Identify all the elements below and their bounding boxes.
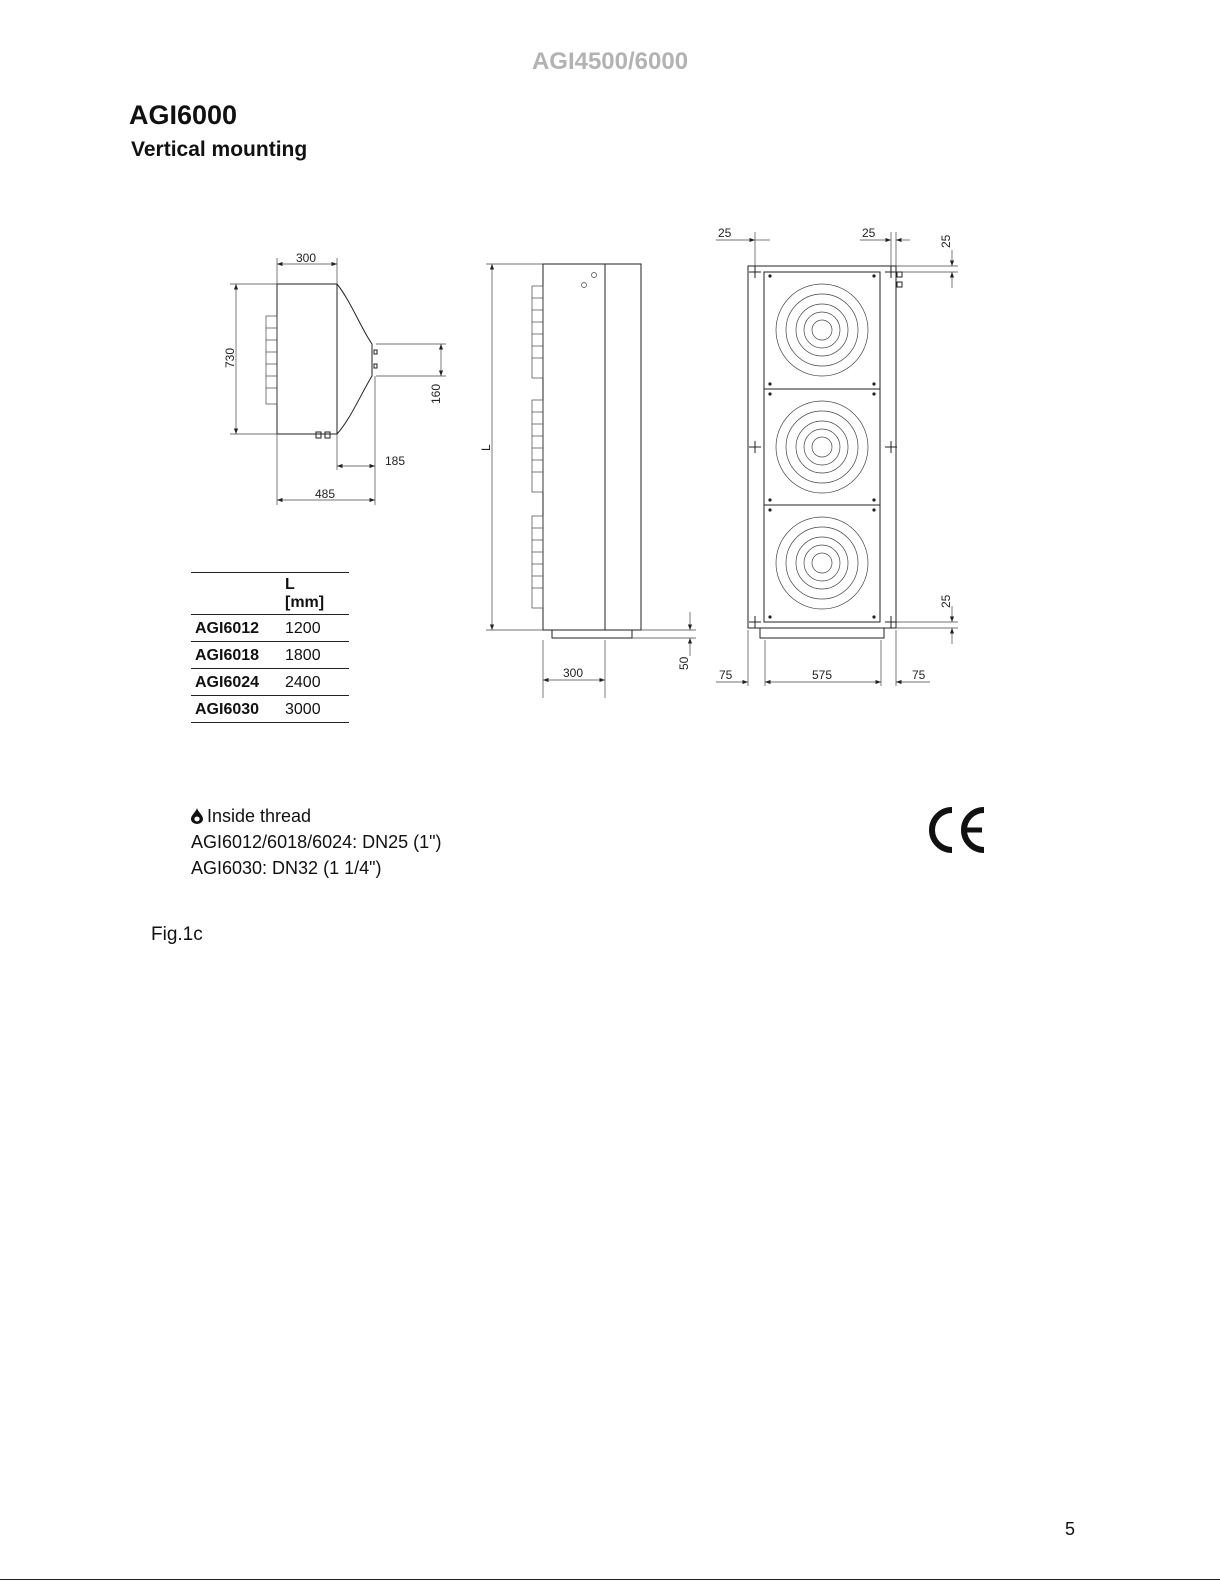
running-header: AGI4500/6000 — [531, 48, 689, 75]
dim-side-height: 730 — [223, 347, 237, 368]
ce-mark-icon — [928, 806, 988, 854]
dim-top-margin-side: 25 — [939, 234, 953, 248]
bottom-rule — [0, 1579, 1220, 1580]
dim-foot-right: 75 — [912, 668, 926, 682]
thread-line-1: AGI6012/6018/6024: DN25 (1") — [191, 832, 442, 852]
section-title: AGI6000 — [129, 100, 238, 130]
section-subtitle: Vertical mounting — [131, 138, 308, 161]
length-table — [191, 572, 349, 723]
table-row — [191, 642, 349, 669]
table-header-model — [191, 573, 281, 615]
table-cell-model: AGI6024 — [191, 669, 281, 696]
table-cell-length: 3000 — [281, 696, 349, 723]
front-view — [479, 264, 696, 698]
dim-top-margin-left: 25 — [718, 226, 732, 240]
dim-top-margin-right: 25 — [862, 226, 876, 240]
dim-unit-length: L — [479, 444, 493, 451]
figure-label: Fig.1c — [151, 924, 203, 945]
table-row — [191, 696, 349, 723]
dim-side-width: 300 — [296, 251, 317, 265]
table-header-length: L [mm] — [281, 573, 349, 615]
table-cell-model: AGI6018 — [191, 642, 281, 669]
thread-notes — [191, 803, 442, 881]
side-view — [223, 251, 446, 505]
dim-outlet-height: 160 — [429, 383, 443, 404]
dim-base-height: 50 — [677, 656, 691, 670]
dim-bottom-margin-side: 25 — [939, 594, 953, 608]
table-cell-length: 1800 — [281, 642, 349, 669]
table-cell-model: AGI6012 — [191, 615, 281, 642]
dim-front-width: 300 — [563, 666, 584, 680]
dim-total-depth: 485 — [315, 487, 336, 501]
page-number: 5 — [1065, 1519, 1076, 1539]
dim-inner-width: 575 — [812, 668, 833, 682]
table-cell-length: 2400 — [281, 669, 349, 696]
table-cell-model: AGI6030 — [191, 696, 281, 723]
thread-line-2: AGI6030: DN32 (1 1/4") — [191, 858, 382, 878]
dim-outlet-offset: 185 — [385, 454, 406, 468]
table-row — [191, 669, 349, 696]
table-cell-length: 1200 — [281, 615, 349, 642]
table-row — [191, 615, 349, 642]
dim-foot-left: 75 — [719, 668, 733, 682]
technical-drawing — [0, 0, 1220, 760]
back-view — [716, 226, 958, 686]
water-drop-icon — [191, 808, 203, 824]
thread-label: Inside thread — [207, 806, 312, 826]
